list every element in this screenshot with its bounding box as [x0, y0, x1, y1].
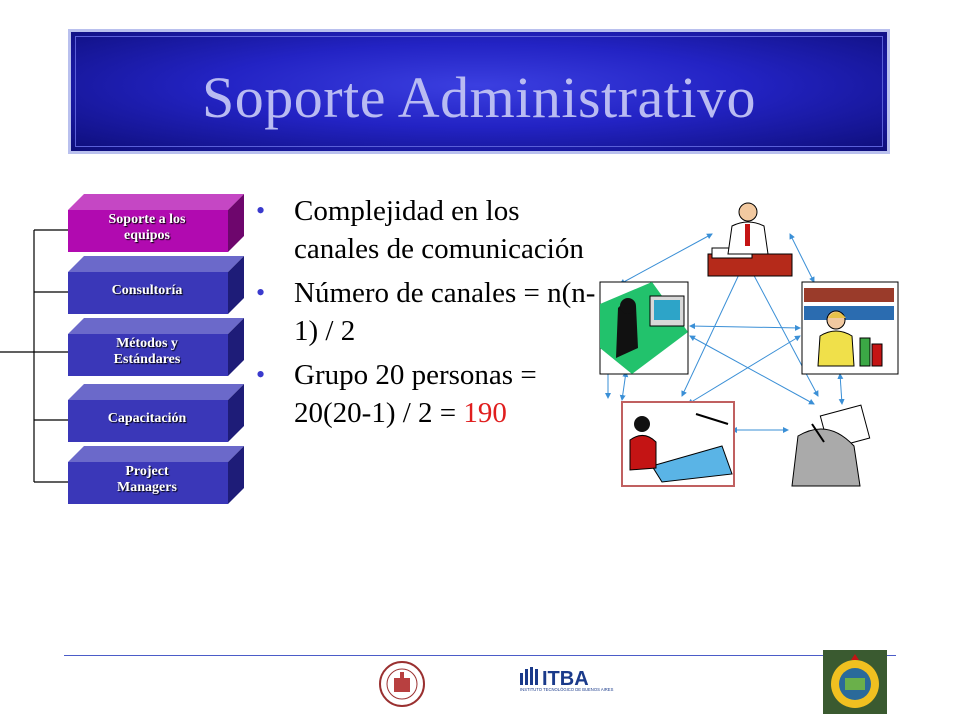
menu-button-label	[68, 283, 226, 299]
person-library-icon	[802, 282, 898, 374]
menu-button[interactable]	[68, 194, 244, 252]
bullet-text: Grupo 20 personas = 20(20-1) / 2 =	[294, 359, 537, 429]
bullet-item	[256, 274, 606, 350]
bullet-text: Número de canales = n(n-1) / 2	[294, 277, 596, 347]
menu-button-label	[68, 336, 226, 368]
menu-button-label-line2: Managers	[117, 480, 177, 495]
university-seal-logo	[378, 660, 426, 708]
itba-logo-text: ITBA	[542, 668, 589, 690]
menu-button-label-line2: Estándares	[113, 352, 181, 367]
bullet-dot-icon: •	[256, 196, 266, 225]
person-drafting-icon	[622, 402, 734, 486]
bullet-text: Complejidad en los canales de comunicación	[294, 195, 584, 265]
menu-button-label-line1: Project	[125, 464, 169, 479]
menu-button-label	[68, 411, 226, 427]
menu-button-label-line1: Capacitación	[107, 411, 187, 426]
menu-button-label	[68, 212, 226, 244]
menu-button-label-line2: equipos	[124, 228, 170, 243]
bullet-dot-icon: •	[256, 278, 266, 307]
menu-button[interactable]	[68, 318, 244, 376]
footer-divider	[64, 655, 896, 656]
menu-button-label-line1: Métodos y	[116, 336, 178, 351]
project-badge-logo	[823, 650, 887, 714]
menu-button-label-line1: Consultoría	[111, 283, 183, 298]
itba-logo-subtitle: INSTITUTO TECNOLÓGICO DE BUENOS AIRES	[520, 687, 614, 692]
person-topview-icon	[792, 405, 870, 486]
bullet-dot-icon: •	[256, 360, 266, 389]
communication-diagram	[592, 198, 910, 498]
person-computer-icon	[600, 282, 688, 374]
itba-logo	[520, 665, 626, 693]
bullet-item	[256, 356, 606, 432]
bullet-highlight: 190	[463, 397, 507, 429]
title-banner	[68, 29, 890, 154]
person-desk-icon	[708, 203, 792, 276]
menu-button[interactable]	[68, 256, 244, 314]
menu-button[interactable]	[68, 446, 244, 504]
menu-button-label-line1: Soporte a los	[108, 212, 186, 227]
bullet-item	[256, 192, 606, 268]
bullet-list	[256, 192, 606, 438]
menu-button-label	[68, 464, 226, 496]
menu-button[interactable]	[68, 384, 244, 442]
slide-title: Soporte Administrativo	[202, 65, 756, 130]
